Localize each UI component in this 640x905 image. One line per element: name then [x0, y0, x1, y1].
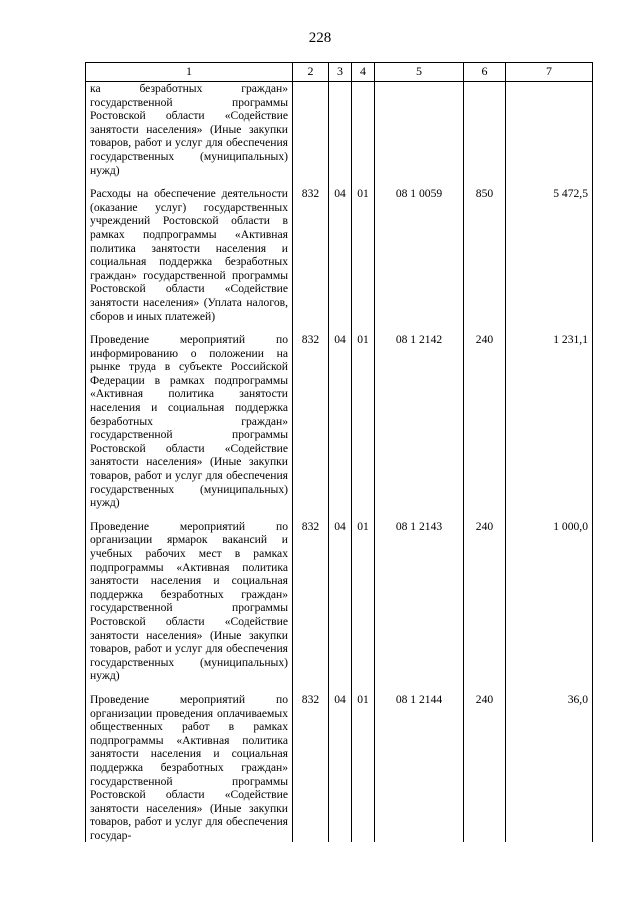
row-amount: 1 231,1 [506, 323, 593, 510]
row-expense-type: 850 [464, 177, 506, 323]
table-row [86, 82, 593, 178]
row-description: Проведение мероприятий по организации ярмарок вакансий и учебных рабочих мест в рамках подпрограммы «Активная политика занятости населения и социальная поддержка безработных граждан» государственной программы Ростовской области «Содействие занятости населения» (Иные закупки товаров, работ и услуг для обеспечения государственных (муниципальных) нужд) [86, 510, 293, 683]
header-col-2: 2 [293, 63, 329, 82]
row-section: 04 [329, 510, 352, 683]
row-admin-code: 832 [293, 683, 329, 843]
row-target-article [375, 82, 464, 178]
header-col-6: 6 [464, 63, 506, 82]
header-col-3: 3 [329, 63, 352, 82]
row-description: Расходы на обеспечение деятельности (оказание услуг) государственных учреждений Ростовской области в рамках подпрограммы «Активная политика занятости населения и социальная поддержка безработных граждан» государственной программы Ростовской области «Содействие занятости населения» (Уплата налогов, сборов и иных платежей) [86, 177, 293, 323]
row-expense-type: 240 [464, 510, 506, 683]
header-col-1: 1 [86, 63, 293, 82]
row-section: 04 [329, 177, 352, 323]
header-row [86, 63, 593, 82]
row-target-article: 08 1 2142 [375, 323, 464, 510]
header-col-7: 7 [506, 63, 593, 82]
row-subsection: 01 [352, 177, 375, 323]
row-subsection: 01 [352, 510, 375, 683]
row-admin-code: 832 [293, 510, 329, 683]
table-row [86, 177, 593, 323]
row-admin-code [293, 82, 329, 178]
row-subsection: 01 [352, 323, 375, 510]
row-section: 04 [329, 323, 352, 510]
row-amount [506, 82, 593, 178]
row-target-article: 08 1 0059 [375, 177, 464, 323]
row-amount: 36,0 [506, 683, 593, 843]
table-row [86, 510, 593, 683]
row-amount: 5 472,5 [506, 177, 593, 323]
header-col-4: 4 [352, 63, 375, 82]
header-col-5: 5 [375, 63, 464, 82]
budget-table [85, 62, 593, 842]
row-admin-code: 832 [293, 177, 329, 323]
table-row [86, 683, 593, 843]
row-target-article: 08 1 2143 [375, 510, 464, 683]
row-expense-type: 240 [464, 683, 506, 843]
row-expense-type: 240 [464, 323, 506, 510]
row-section [329, 82, 352, 178]
row-amount: 1 000,0 [506, 510, 593, 683]
row-description: Проведение мероприятий по информированию о положении на рынке труда в субъекте Российской Федерации в рамках подпрограммы «Активная политика занятости населения и социальная поддержка безработных граждан» государственной программы Ростовской области «Содействие занятости населения» (Иные закупки товаров, работ и услуг для обеспечения государственных (муниципальных) нужд) [86, 323, 293, 510]
row-expense-type [464, 82, 506, 178]
row-description: Проведение мероприятий по организации проведения оплачиваемых общественных работ в рамках подпрограммы «Активная политика занятости населения и социальная поддержка безработных граждан» государственной программы Ростовской области «Содействие занятости населения» (Иные закупки товаров, работ и услуг для обеспечения государ- [86, 683, 293, 843]
row-subsection [352, 82, 375, 178]
row-description: ка безработных граждан» государственной программы Ростовской области «Содействие занятости населения» (Иные закупки товаров, работ и услуг для обеспечения государственных (муниципальных) нужд) [86, 82, 293, 178]
row-target-article: 08 1 2144 [375, 683, 464, 843]
row-admin-code: 832 [293, 323, 329, 510]
table-row [86, 323, 593, 510]
row-section: 04 [329, 683, 352, 843]
row-subsection: 01 [352, 683, 375, 843]
page-number: 228 [308, 30, 332, 46]
